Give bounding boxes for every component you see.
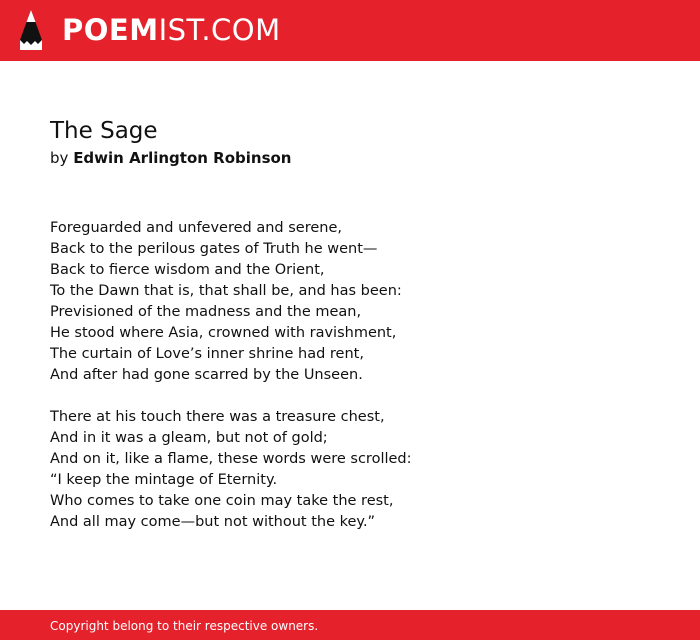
stanza-2 bbox=[50, 407, 670, 533]
poem-author: Edwin Arlington Robinson bbox=[73, 149, 292, 167]
poem-line: And after had gone scarred by the Unseen. bbox=[50, 367, 363, 383]
by-label: by bbox=[50, 149, 69, 167]
poem-content bbox=[50, 116, 670, 554]
site-logo-link[interactable] bbox=[62, 13, 281, 47]
site-header bbox=[0, 0, 700, 61]
site-footer bbox=[0, 610, 700, 640]
byline bbox=[50, 146, 670, 170]
poem-line: Foreguarded and unfevered and serene, bbox=[50, 220, 343, 236]
poem-line: Previsioned of the madness and the mean, bbox=[50, 304, 362, 320]
poem-line: There at his touch there was a treasure chest, bbox=[50, 409, 385, 425]
poem-line: The curtain of Love’s inner shrine had rent, bbox=[50, 346, 364, 362]
poem-line: Back to the perilous gates of Truth he went— bbox=[50, 241, 378, 257]
poem-line: Who comes to take one coin may take the rest, bbox=[50, 493, 394, 509]
poem-line: And on it, like a flame, these words were scrolled: bbox=[50, 451, 412, 467]
poem-line: Back to fierce wisdom and the Orient, bbox=[50, 262, 325, 278]
poem-line: He stood where Asia, crowned with ravishment, bbox=[50, 325, 397, 341]
poem-line: To the Dawn that is, that shall be, and has been: bbox=[50, 283, 402, 299]
poem-title: The Sage bbox=[50, 118, 158, 144]
brand-name-light: IST.COM bbox=[158, 13, 281, 47]
poem-line: And in it was a gleam, but not of gold; bbox=[50, 430, 328, 446]
brand-name-bold: POEM bbox=[62, 13, 159, 47]
stanza-1 bbox=[50, 218, 670, 386]
poem-line: “I keep the mintage of Eternity. bbox=[50, 472, 278, 488]
pencil-icon[interactable] bbox=[16, 8, 46, 52]
poem-line: And all may come—but not without the key.” bbox=[50, 514, 376, 530]
copyright-text: Copyright belong to their respective owners. bbox=[50, 619, 319, 633]
poem-body bbox=[50, 218, 670, 533]
